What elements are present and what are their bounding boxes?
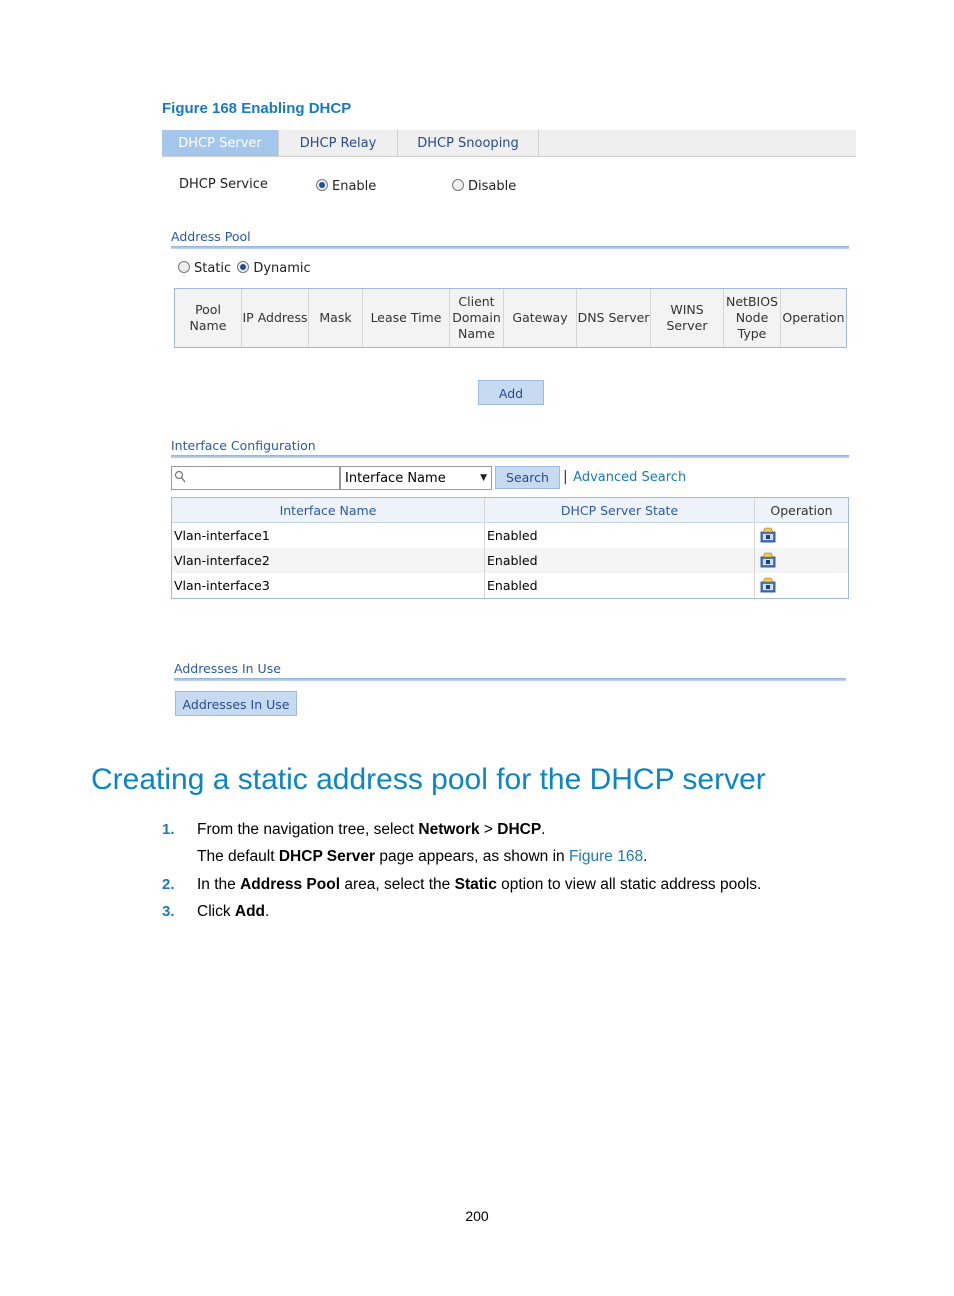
tab-dhcp-relay[interactable]: DHCP Relay xyxy=(279,130,398,156)
step-text: In the Address Pool area, select the Static option to view all static address pools. xyxy=(197,876,762,893)
separator: | xyxy=(563,469,568,485)
configure-icon[interactable] xyxy=(760,527,776,543)
col-lease-time: Lease Time xyxy=(363,289,450,347)
tab-bar xyxy=(162,130,856,157)
static-label: Static xyxy=(194,261,232,276)
col-operation: Operation xyxy=(770,503,833,518)
interface-table-header xyxy=(172,498,848,523)
enable-label: Enable xyxy=(332,179,377,194)
search-button[interactable]: Search xyxy=(495,466,560,489)
page-number: 200 xyxy=(465,1208,489,1224)
address-pool-divider xyxy=(171,246,849,249)
col-ip-address: IP Address xyxy=(242,289,309,347)
col-dns-server: DNS Server xyxy=(577,289,651,347)
table-row xyxy=(172,548,848,574)
col-interface-name[interactable]: Interface Name xyxy=(279,503,377,518)
col-gateway: Gateway xyxy=(504,289,577,347)
step-text: The default DHCP Server page appears, as shown in Figure 168. xyxy=(197,848,648,865)
dynamic-label: Dynamic xyxy=(253,261,311,276)
search-input[interactable] xyxy=(171,466,340,490)
table-row xyxy=(172,573,848,598)
state-cell: Enabled xyxy=(487,528,538,543)
column-divider xyxy=(754,498,755,598)
addresses-in-use-button[interactable]: Addresses In Use xyxy=(175,691,297,716)
figure-link[interactable]: Figure 168 xyxy=(568,848,644,865)
chevron-down-icon: ▼ xyxy=(480,473,487,483)
col-netbios-node-type: NetBIOS Node Type xyxy=(724,289,781,347)
addresses-in-use-divider xyxy=(174,678,846,681)
disable-label: Disable xyxy=(468,179,517,194)
search-icon xyxy=(174,470,186,484)
col-wins-server: WINS Server xyxy=(651,289,724,347)
add-button[interactable]: Add xyxy=(478,380,544,405)
figure-caption: Figure 168 Enabling DHCP xyxy=(162,100,352,117)
step-text: Click Add. xyxy=(197,903,270,920)
dynamic-radio[interactable] xyxy=(237,261,249,273)
disable-option[interactable] xyxy=(452,179,516,194)
search-field-select[interactable] xyxy=(340,466,492,490)
step-number: 1. xyxy=(162,821,175,838)
advanced-search-link[interactable]: Advanced Search xyxy=(573,470,687,485)
configure-icon[interactable] xyxy=(760,577,776,593)
state-cell: Enabled xyxy=(487,553,538,568)
section-heading: Creating a static address pool for the DHCP server xyxy=(91,763,766,796)
pool-type-options xyxy=(178,261,311,276)
step-text: From the navigation tree, select Network > DHCP. xyxy=(197,821,546,838)
dhcp-figure xyxy=(162,130,856,720)
step-number: 3. xyxy=(162,903,175,920)
advanced-search-group xyxy=(563,469,686,485)
col-dhcp-server-state[interactable]: DHCP Server State xyxy=(560,503,679,518)
address-pool-table xyxy=(174,288,847,348)
table-row xyxy=(172,523,848,549)
tab-dhcp-server[interactable]: DHCP Server xyxy=(162,130,279,156)
col-client-domain-name: Client Domain Name xyxy=(450,289,504,347)
interface-config-divider xyxy=(171,455,849,458)
col-pool-operation: Operation xyxy=(782,310,845,325)
enable-option[interactable] xyxy=(316,179,376,194)
configure-icon[interactable] xyxy=(760,552,776,568)
column-divider xyxy=(484,498,485,598)
step-number: 2. xyxy=(162,876,175,893)
disable-radio[interactable] xyxy=(452,179,464,191)
dhcp-service-label: DHCP Service xyxy=(179,177,268,192)
state-cell: Enabled xyxy=(487,578,538,593)
addresses-in-use-title: Addresses In Use xyxy=(174,661,281,676)
interface-cell: Vlan-interface3 xyxy=(174,578,270,593)
enable-radio[interactable] xyxy=(316,179,328,191)
col-pool-name: Pool Name xyxy=(175,289,242,347)
col-mask: Mask xyxy=(309,289,363,347)
interface-table xyxy=(171,497,849,599)
search-field-selected: Interface Name xyxy=(345,471,446,486)
address-pool-title: Address Pool xyxy=(171,229,251,244)
interface-cell: Vlan-interface1 xyxy=(174,528,270,543)
tab-dhcp-snooping[interactable]: DHCP Snooping xyxy=(398,130,539,156)
static-radio[interactable] xyxy=(178,261,190,273)
interface-config-title: Interface Configuration xyxy=(171,438,316,453)
interface-cell: Vlan-interface2 xyxy=(174,553,270,568)
